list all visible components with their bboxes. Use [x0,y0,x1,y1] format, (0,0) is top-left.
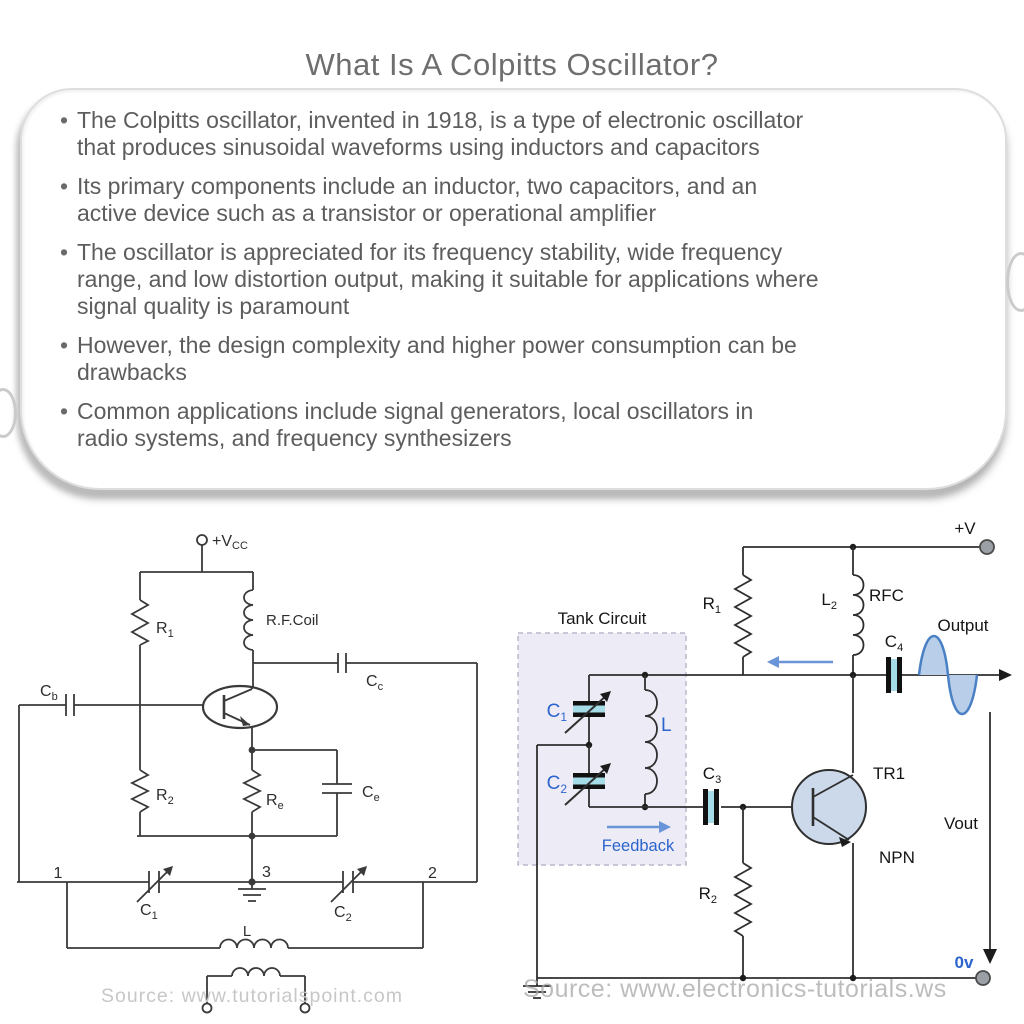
page-title: What Is A Colpitts Oscillator? [305,46,719,82]
plus-v-terminal [980,540,994,554]
vcc-terminal [197,535,207,545]
transistor-symbol [203,686,277,750]
label-node-1: 1 [53,865,63,882]
label-c2: $C_2$ [546,773,567,796]
inductor-l2-rfc-symbol [853,547,864,675]
capacitor-c4-symbol [886,657,902,693]
source-watermark: Source: www.electronics-tutorials.ws [523,975,947,1003]
label-cc: $C_c$ [366,673,384,693]
bullet-text: • Common applications include signal generators, local oscillators in [77,398,754,424]
label-feedback: Feedback [601,837,675,855]
label-l: L [242,923,252,940]
capacitor-c2-arrow [331,869,364,902]
transistor-tr1-symbol [792,770,866,847]
label-l2: $L_2$ [821,590,837,612]
summary-bubble [20,88,1007,490]
label-tank-circuit: Tank Circuit [557,609,647,628]
label-npn: NPN [879,848,915,867]
vout-arrowhead [983,949,997,964]
label-c4: $C_4$ [884,632,904,654]
label-r1: $R_1$ [156,620,174,640]
left-circuit-wires [17,535,477,1013]
resistor-r2-symbol [132,705,148,836]
label-tr1: TR1 [873,764,906,783]
rf-coil-symbol [244,572,253,663]
bullet-text: range, and low distortion output, making it suitable for applications where [77,266,819,292]
bullet-text: • The oscillator is appreciated for its frequency stability, wide frequency [77,239,783,265]
bullet-item [60,107,965,161]
label-c1: $C_1$ [546,701,567,724]
output-sine-wave [919,636,977,714]
label-rfc: RFC [869,586,904,605]
left-edge-arc-decoration [0,388,17,438]
label-c1: $C_1$ [140,902,158,922]
label-output: Output [937,616,989,635]
label-plus-v: +V [954,519,976,538]
label-cb: $C_b$ [40,683,58,703]
bullet-list [22,90,1005,452]
inductor-l-symbol [67,940,423,949]
label-node-3: 3 [262,864,271,881]
label-vcc: +VCC [212,533,248,552]
bullet-text: • Its primary components include an inductor, two capacitors, and an [77,173,758,199]
capacitor-cc-symbol [253,653,477,673]
resistor-r1-symbol [735,547,751,675]
label-zero-v: 0v [954,953,974,972]
bullet-item [60,173,965,227]
label-c3: $C_3$ [702,764,722,786]
label-rf-coil: R.F.Coil [266,612,319,629]
bullet-text: • However, the design complexity and higher power consumption can be [77,332,797,358]
bullet-item [60,332,965,386]
output-arrowhead [999,669,1012,681]
bullet-text: • The Colpitts oscillator, invented in 1918, is a type of electronic oscillator [77,107,804,133]
label-vout: Vout [943,814,978,833]
capacitor-c1-arrow [137,869,170,902]
label-re: $R_e$ [266,792,284,812]
left-colpitts-circuit-diagram [0,505,500,1024]
bullet-text: that produces sinusoidal waveforms using inductors and capacitors [77,134,760,160]
label-r1: $R_1$ [702,594,721,616]
label-c2: $C_2$ [334,904,352,924]
emitter-arrow [240,716,250,726]
resistor-r1-symbol [132,572,148,705]
bullet-text: radio systems, and frequency synthesizers [77,425,512,451]
bullet-item [60,398,965,452]
right-edge-arc-decoration [1006,252,1024,312]
source-watermark: Source: www.tutorialspoint.com [100,985,404,1007]
label-l: L [661,715,672,736]
bullet-text: active device such as a transistor or operational amplifier [77,200,657,226]
zero-v-terminal [976,971,990,985]
right-colpitts-circuit-diagram [505,505,1024,1024]
bullet-item [60,239,965,320]
ground-symbol [238,882,266,901]
capacitor-c3-symbol [703,789,719,825]
label-r2: $R_2$ [156,787,174,807]
resistor-re-symbol [244,750,260,836]
label-ce: $C_e$ [362,784,380,804]
bullet-text: drawbacks [77,359,187,385]
label-node-2: 2 [428,865,437,882]
resistor-r2-symbol [735,807,751,978]
label-r2: $R_2$ [698,884,717,906]
bullet-text: signal quality is paramount [77,293,350,319]
